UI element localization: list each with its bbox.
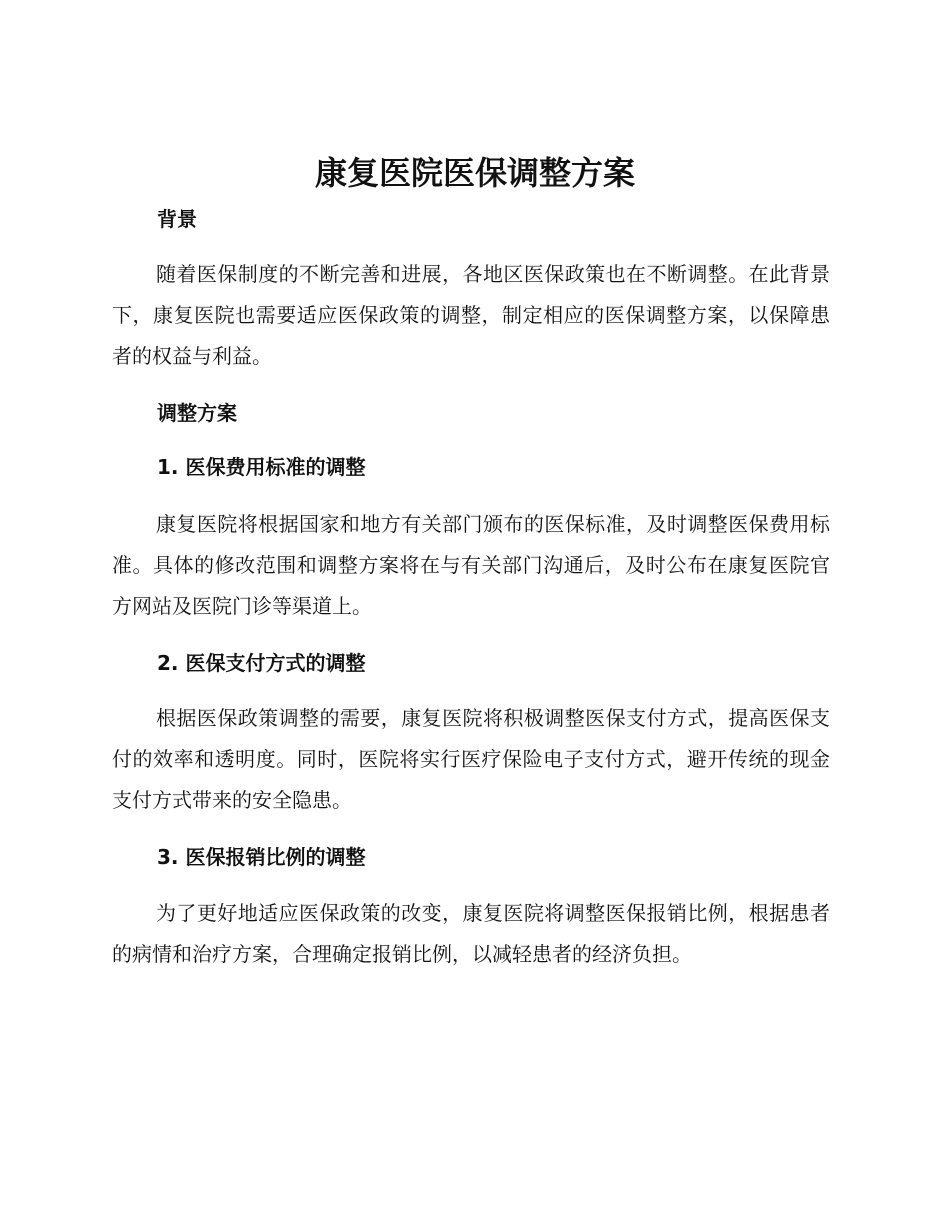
paragraph-reimbursement-ratio: 为了更好地适应医保政策的改变，康复医院将调整医保报销比例，根据患者的病情和治疗方案，合理确定报销比例，以减轻患者的经济负担。 [112,901,830,966]
section-heading-plan: 调整方案 [157,401,237,425]
item-heading-fee-standard: 1. 医保费用标准的调整 [157,455,366,479]
paragraph-payment-method: 根据医保政策调整的需要，康复医院将积极调整医保支付方式，提高医保支付的效率和透明度。同时，医院将实行医疗保险电子支付方式，避开传统的现金支付方式带来的安全隐患。 [112,706,830,812]
section-heading-background: 背景 [157,207,197,231]
paragraph-background: 随着医保制度的不断完善和进展，各地区医保政策也在不断调整。在此背景下，康复医院也需要适应医保政策的调整，制定相应的医保调整方案，以保障患者的权益与利益。 [112,262,830,368]
item-heading-reimbursement-ratio: 3. 医保报销比例的调整 [157,845,366,869]
item-heading-payment-method: 2. 医保支付方式的调整 [157,651,366,675]
paragraph-fee-standard: 康复医院将根据国家和地方有关部门颁布的医保标准，及时调整医保费用标准。具体的修改范围和调整方案将在与有关部门沟通后，及时公布在康复医院官方网站及医院门诊等渠道上。 [112,512,830,618]
document-title: 康复医院医保调整方案 [314,154,635,192]
